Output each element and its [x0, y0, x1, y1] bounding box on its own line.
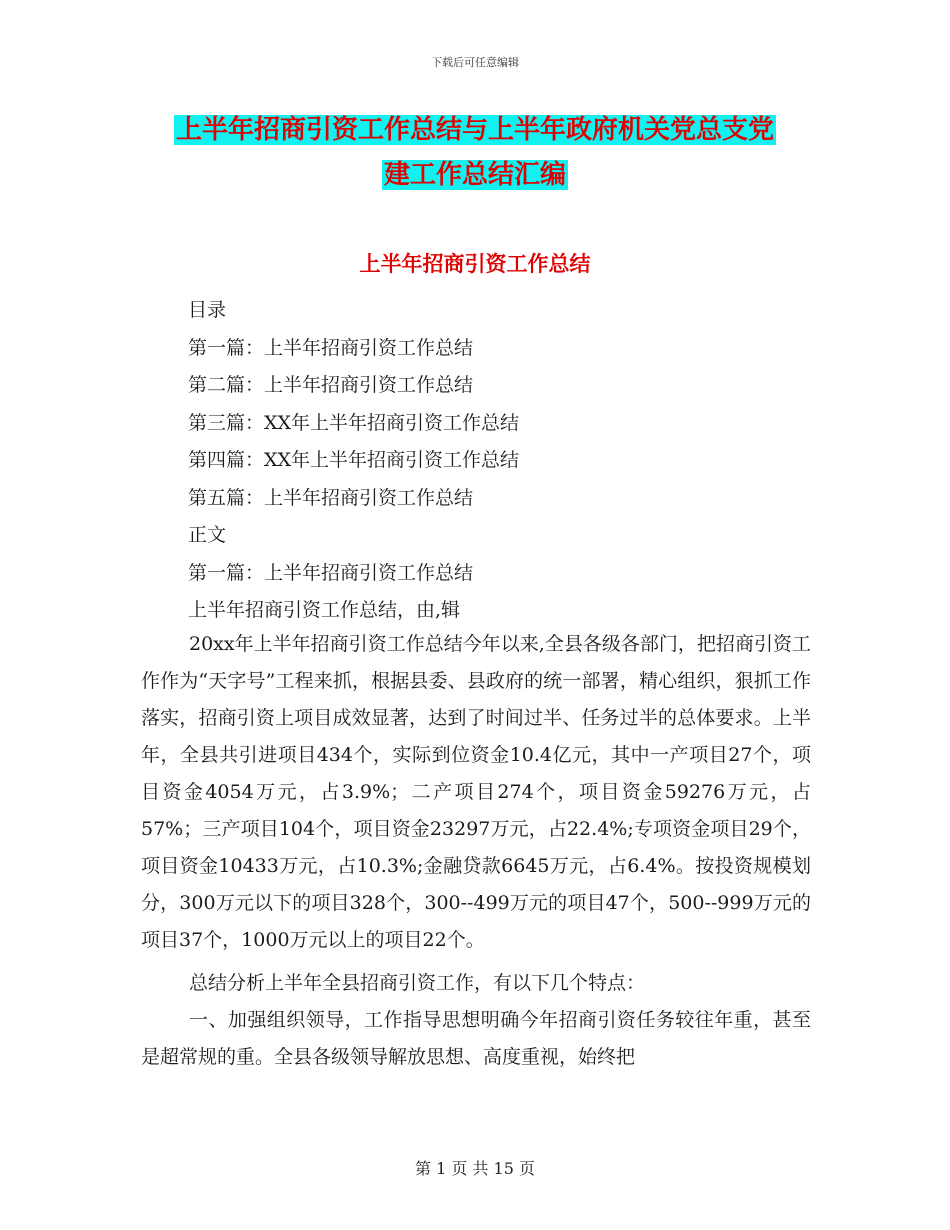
- title-text-1: 上半年招商引资工作总结与上半年政府机关党总支党: [175, 115, 774, 145]
- header-note: 下载后可任意编辑: [431, 56, 519, 69]
- section-title: 上半年招商引资工作总结: [359, 251, 591, 276]
- toc-heading: 目录: [188, 299, 227, 321]
- document-title-line-1: [0, 113, 950, 147]
- paragraph: 20xx年上半年招商引资工作总结今年以来,全县各级各部门，把招商引资工作作为“天字号”工程来抓，根据县委、县政府的统一部署，精心组织，狠抓工作落实，招商引资上项目成效显著，达到了时间过半、任务过半的总体要求。上半年，全县共引进项目434个，实际到位资金10.4亿元，其中一产项目27个，项目资金4054万元，占3.9%；二产项目274个，项目资金59276万元，占57%；三产项目104个，项目资金23297万元，占22.4%;专项资金项目29个，项目资金10433万元，占10.3%;金融贷款6645万元，占6.4%。按投资规模划分，300万元以下的项目328个，300--499万元的项目47个，500--999万元的项目37个，1000万元以上的项目22个。: [141, 633, 811, 951]
- document-title-line-2: [0, 158, 950, 192]
- byline: 上半年招商引资工作总结，由,辑: [188, 599, 461, 621]
- table-of-contents: [188, 292, 519, 630]
- first-piece-heading: 第一篇：上半年招商引资工作总结: [188, 561, 474, 584]
- body-label: 正文: [188, 524, 227, 546]
- page-footer: 第 1 页 共 15 页: [415, 1159, 535, 1178]
- toc-item: 第一篇：上半年招商引资工作总结: [188, 336, 474, 359]
- title-text-2: 建工作总结汇编: [383, 160, 566, 190]
- body-text: [141, 626, 811, 1076]
- paragraph: 总结分析上半年全县招商引资工作，有以下几个特点：: [189, 972, 646, 994]
- toc-item: 第五篇：上半年招商引资工作总结: [188, 486, 474, 509]
- toc-item: 第三篇：XX年上半年招商引资工作总结: [188, 411, 520, 434]
- toc-item: 第二篇：上半年招商引资工作总结: [188, 374, 474, 396]
- toc-item: 第四篇：XX年上半年招商引资工作总结: [188, 449, 520, 471]
- paragraph: 一、加强组织领导，工作指导思想明确今年招商引资任务较往年重，甚至是超常规的重。全县各级领导解放思想、高度重视，始终把: [141, 1009, 811, 1068]
